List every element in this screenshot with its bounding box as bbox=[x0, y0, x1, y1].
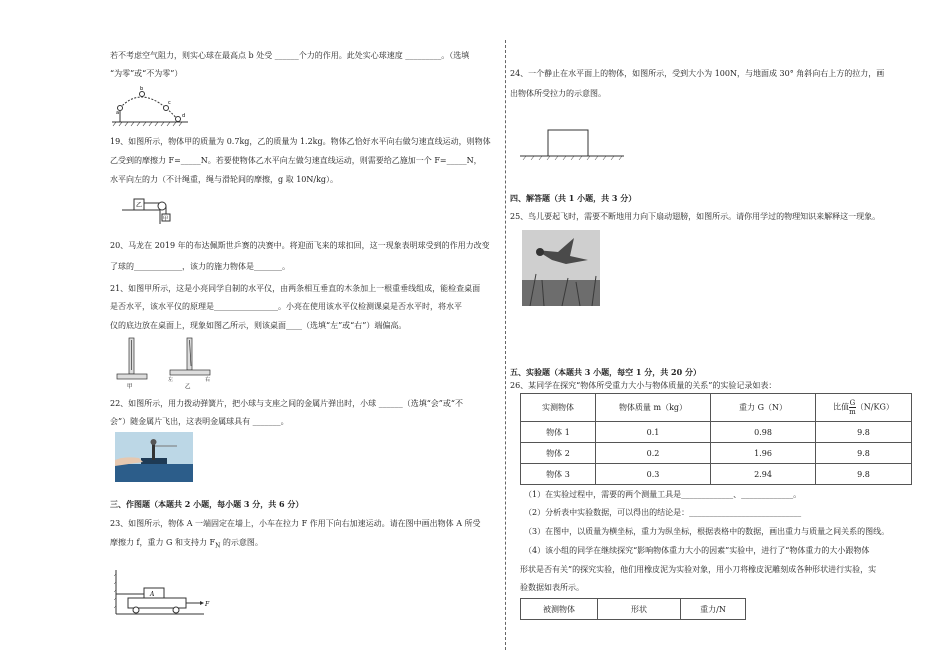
q19-text-line2: 乙受到的摩擦力 F=_____N。若要使物体乙水平向左做匀速直线运动，则需要给乙施加一个 F=_____N， bbox=[110, 156, 482, 165]
section4-title: 四、解答题（共 1 小题，共 3 分） bbox=[510, 193, 637, 203]
q26-sub1: （1）在实验过程中，需要的两个测量工具是_____________、_____________。 bbox=[524, 490, 802, 499]
q21-label-left: 左 bbox=[168, 377, 174, 383]
table-header-row bbox=[521, 394, 912, 422]
table-cell: 0.2 bbox=[596, 443, 711, 464]
table-header-cell: 被测物体 bbox=[521, 599, 598, 620]
q26-shape-table bbox=[520, 598, 746, 620]
q18-label-d: d bbox=[182, 113, 186, 119]
table-header-cell: 重力/N bbox=[681, 599, 746, 620]
q23-label-a: A bbox=[150, 591, 155, 598]
q25-bird-photo bbox=[522, 230, 600, 306]
q26-sub2: （2）分析表中实验数据，可以得出的结论是：____________________________ bbox=[524, 508, 802, 517]
table-row bbox=[521, 464, 912, 485]
q22-text-line1: 22、如图所示，用力拨动弹簧片，把小球与支座之间的金属片弹出时，小球 ______（选填“会”或“不 bbox=[110, 399, 463, 408]
column-divider bbox=[505, 40, 506, 650]
table-header-cell: 实测物体 bbox=[521, 394, 596, 422]
q26-sub4-line3: 验数据如表所示。 bbox=[520, 583, 584, 592]
table-cell: 物体 3 bbox=[521, 464, 596, 485]
q21-text-line1: 21、如图甲所示，这是小亮同学自制的水平仪，由两条相互垂直的木条加上一根重垂线组成，能检查桌面 bbox=[110, 284, 481, 293]
ratio-numerator: G bbox=[849, 399, 856, 407]
q21-text-line3: 仪的底边放在桌面上，现象如图乙所示，则该桌面____（选填“左”或“右”）端偏高。 bbox=[110, 321, 407, 330]
table-row bbox=[521, 422, 912, 443]
q19-label-yi: 乙 bbox=[136, 202, 143, 209]
q20-text-line2: 了球的____________，该力的施力物体是_______。 bbox=[110, 262, 290, 271]
q26-data-table bbox=[520, 393, 912, 485]
table-header-cell: 重力 G（N） bbox=[711, 394, 816, 422]
ratio-prefix: 比值 bbox=[833, 402, 850, 412]
ratio-unit: （N/KG） bbox=[855, 402, 894, 412]
q26-sub4-line1: （4）该小组的同学在继续探究“影响物体重力大小的因素”实验中，进行了“物体重力的大小跟物体 bbox=[524, 546, 870, 555]
q19-text-line3: 水平向左的力（不计绳重，绳与滑轮间的摩擦，g 取 10N/kg）。 bbox=[110, 175, 339, 184]
q24-text-line2: 出物体所受拉力的示意图。 bbox=[510, 89, 606, 98]
table-cell: 9.8 bbox=[816, 443, 912, 464]
table-cell: 1.96 bbox=[711, 443, 816, 464]
q23-label-f: F bbox=[205, 601, 210, 608]
q24-text-line1: 24、一个静止在水平面上的物体，如图所示，受到大小为 100N，与地面成 30° 角斜向右上方的拉力，画 bbox=[510, 69, 885, 78]
q18-label-b: b bbox=[140, 86, 144, 92]
table-cell: 9.8 bbox=[816, 422, 912, 443]
ratio-denominator: m bbox=[849, 408, 856, 416]
q23-text-line1: 23、如图所示，物体 A 一端固定在墙上，小车在拉力 F 作用下向右加速运动。请在图中画出物体 A 所受 bbox=[110, 519, 481, 528]
table-header-cell: 物体质量 m（kg） bbox=[596, 394, 711, 422]
table-cell: 0.3 bbox=[596, 464, 711, 485]
q26-text-line1: 26、某同学在探究“物体所受重力大小与物体质量的关系”的实验记录如表： bbox=[510, 381, 777, 390]
table-cell: 2.94 bbox=[711, 464, 816, 485]
table-header-ratio bbox=[816, 394, 912, 422]
q21-label-yi: 乙 bbox=[185, 384, 191, 390]
q26-sub3: （3）在图中，以质量为横坐标，重力为纵坐标，根据表格中的数据，画出重力与质量之间关系的图线。 bbox=[524, 527, 890, 536]
q18-label-c: c bbox=[168, 100, 171, 106]
q24-block-figure bbox=[520, 124, 630, 164]
q18-label-a: a bbox=[116, 110, 120, 116]
q21-text-line2: 是否水平，该水平仪的原理是________________。小亮在使用该水平仪检测课桌是否水平时，将水平 bbox=[110, 302, 462, 311]
q18-text-line1: 若不考虑空气阻力，则实心球在最高点 b 处受 ______个力的作用。此处实心球速度 _________。（选填 bbox=[110, 51, 470, 60]
q20-text-line1: 20、马龙在 2019 年的布达佩斯世乒赛的决赛中。将迎面飞来的球扣回，这一现象表明球受到的作用力改变 bbox=[110, 241, 490, 250]
q23-line2-part1: 摩擦力 f，重力 G 和支持力 F bbox=[110, 538, 216, 547]
q23-line2-part2: 的示意图。 bbox=[220, 538, 263, 547]
table-cell: 9.8 bbox=[816, 464, 912, 485]
q21-label-right: 右 bbox=[205, 377, 211, 383]
ratio-fraction bbox=[849, 399, 856, 416]
section5-title: 五、实验题（本题共 3 小题，每空 1 分，共 20 分） bbox=[510, 367, 701, 377]
q18-text-line2: “为零”或“不为零”） bbox=[110, 69, 183, 78]
q19-text-line1: 19、如图所示，物体甲的质量为 0.7kg，乙的质量为 1.2kg。物体乙恰好水平向右做匀速直线运动，则物体 bbox=[110, 137, 491, 146]
q22-inertia-photo bbox=[115, 432, 193, 482]
q21-label-jia: 甲 bbox=[127, 384, 133, 390]
q25-text-line1: 25、鸟儿要起飞时，需要不断地用力向下扇动翅膀，如图所示。请你用学过的物理知识来解释这一现象。 bbox=[510, 212, 881, 221]
q22-text-line2: 会”）随金属片飞出，这表明金属球具有 _______。 bbox=[110, 417, 289, 426]
table-cell: 0.1 bbox=[596, 422, 711, 443]
table-row bbox=[521, 443, 912, 464]
q26-sub4-line2: 形状是否有关”的探究实验，他们用橡皮泥为实验对象，用小刀将橡皮泥雕刻成各种形状进行实验，实 bbox=[520, 565, 877, 574]
table-header-row bbox=[521, 599, 746, 620]
table-header-cell: 形状 bbox=[598, 599, 681, 620]
q19-label-jia: 甲 bbox=[163, 216, 169, 222]
q18-projectile-figure bbox=[110, 84, 190, 128]
table-cell: 0.98 bbox=[711, 422, 816, 443]
q23-line2-subscript: N bbox=[215, 542, 221, 550]
q21-level-figure bbox=[115, 336, 225, 392]
q19-pulley-figure bbox=[120, 190, 180, 226]
q23-cart-figure bbox=[114, 568, 224, 620]
section3-title: 三、作图题（本题共 2 小题，每小题 3 分，共 6 分） bbox=[110, 499, 304, 509]
q23-text-line2 bbox=[110, 537, 263, 553]
table-cell: 物体 2 bbox=[521, 443, 596, 464]
table-cell: 物体 1 bbox=[521, 422, 596, 443]
